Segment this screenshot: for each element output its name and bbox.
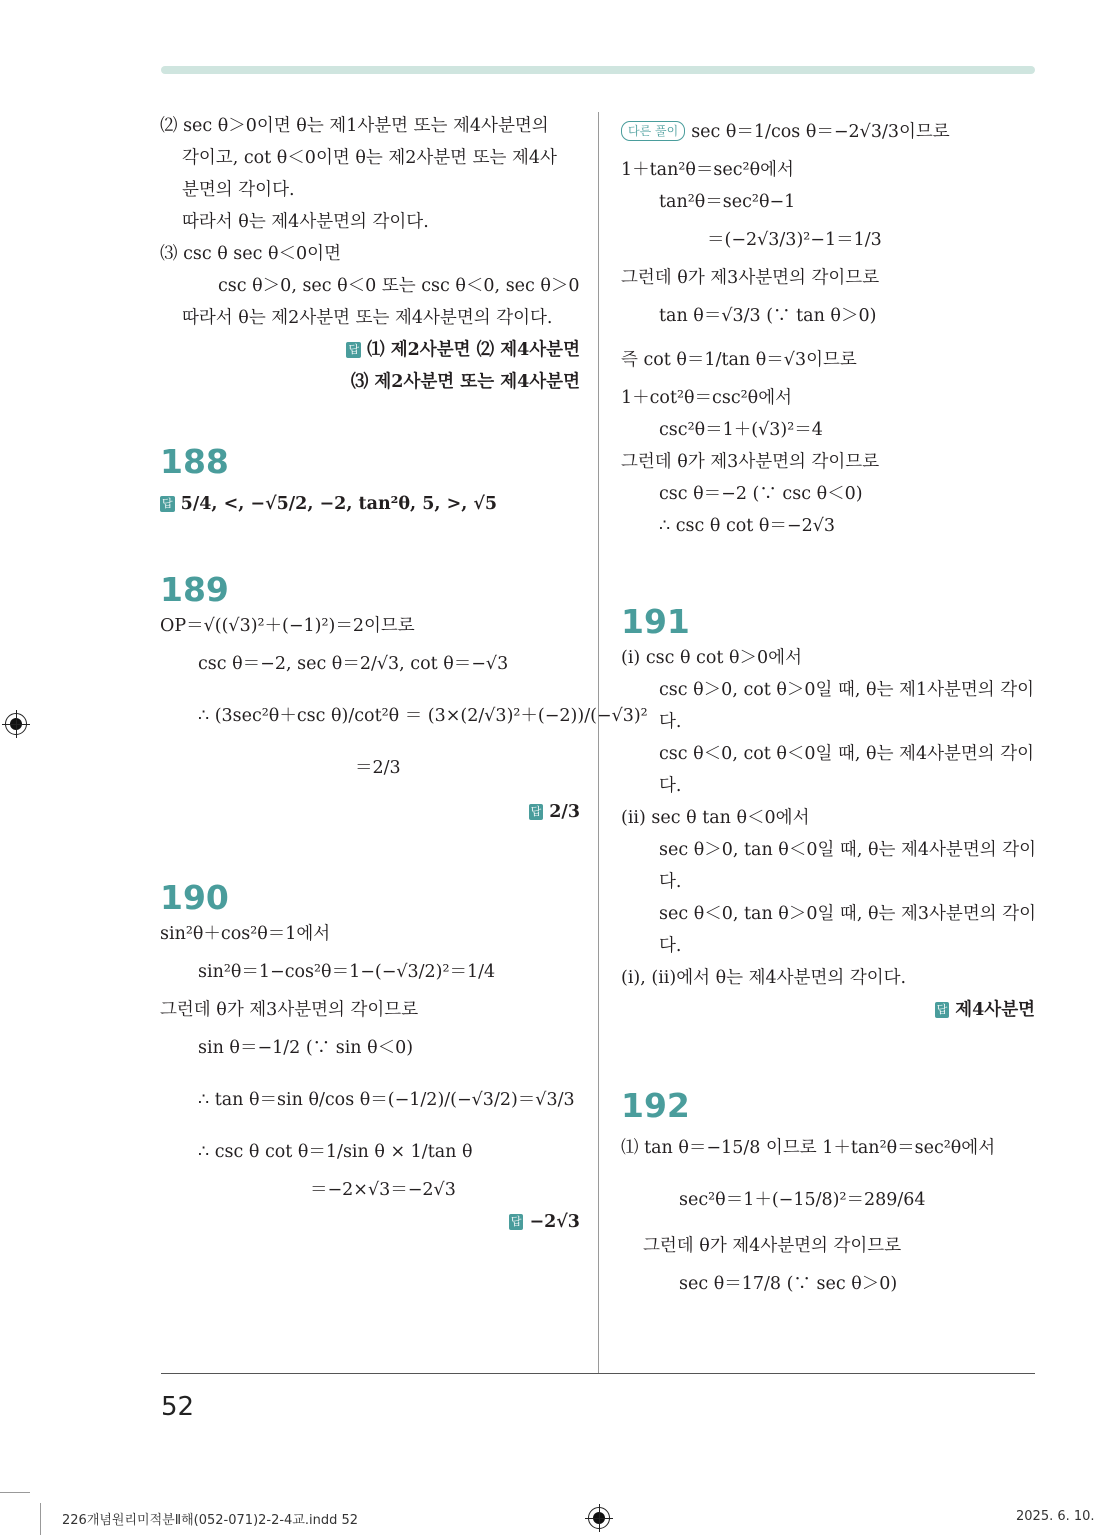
text-line: 따라서 θ는 제4사분면의 각이다. (182, 212, 429, 232)
problem-number: 191 (621, 602, 690, 641)
problem-number: 192 (621, 1086, 690, 1125)
text-line: 따라서 θ는 제2사분면 또는 제4사분면의 각이다. (182, 308, 553, 328)
text-line: ∴ csc θ cot θ＝1/sin θ × 1/tan θ (198, 1142, 473, 1162)
text-line: sec θ＞0, tan θ＜0일 때, θ는 제4사분면의 각이 (659, 840, 1036, 860)
answer-line (160, 1206, 580, 1238)
answer-badge-icon: 답 (162, 497, 173, 510)
text-line: sin²θ＋cos²θ＝1에서 (160, 924, 331, 944)
problem-number: 189 (160, 570, 229, 609)
right-column (621, 110, 1035, 1306)
text-line: ⑴ tan θ＝−15/8 이므로 1＋tan²θ＝sec²θ에서 (621, 1138, 996, 1158)
text-line: 1＋tan²θ＝sec²θ에서 (621, 160, 794, 180)
answer-badge-icon: 답 (348, 343, 360, 356)
text-line: ⑶ csc θ sec θ＜0이면 (160, 244, 341, 264)
text-line: 분면의 각이다. (182, 180, 295, 200)
text-line: 그런데 θ가 제3사분면의 각이므로 (160, 1000, 419, 1020)
text-line: OP＝√((√3)²＋(−1)²)＝2이므로 (160, 616, 415, 636)
registration-mark-icon (588, 1507, 610, 1529)
text-line: ∴ csc θ cot θ＝−2√3 (659, 516, 835, 536)
text-line: 그런데 θ가 제3사분면의 각이므로 (621, 452, 880, 472)
text-line: ∴ (3sec²θ＋csc θ)/cot²θ ＝ (3×(2/√3)²＋(−2))/(−√3)² (198, 706, 648, 726)
page-number: 52 (161, 1392, 195, 1422)
text-line: ＝−2×√3＝−2√3 (310, 1180, 456, 1200)
problem-number: 190 (160, 878, 229, 917)
text-line: (i), (ii)에서 θ는 제4사분면의 각이다. (621, 968, 907, 988)
text-line: 1＋cot²θ＝csc²θ에서 (621, 388, 792, 408)
answer-line (160, 482, 580, 526)
text-line: sec θ＜0, tan θ＞0일 때, θ는 제3사분면의 각이 (659, 904, 1036, 924)
text-line: csc θ＞0, sec θ＜0 또는 csc θ＜0, sec θ＞0 (218, 276, 580, 296)
slug-date: 2025. 6. 10. (1016, 1509, 1095, 1524)
answer-text: ⑴ 제2사분면 ⑵ 제4사분면 (367, 340, 580, 360)
text-line: sec θ＝1/cos θ＝−2√3/3이므로 (691, 122, 950, 142)
answer-text: −2√3 (529, 1212, 580, 1232)
crop-mark (0, 1492, 30, 1493)
text-line: (ii) sec θ tan θ＜0에서 (621, 808, 810, 828)
header-accent-bar (161, 66, 1035, 74)
answer-text: 5/4, <, −√5/2, −2, tan²θ, 5, >, √5 (180, 494, 498, 514)
answer-badge-icon: 답 (530, 805, 542, 818)
text-line: ＝(−2√3/3)²−1＝1/3 (707, 230, 882, 250)
footer-rule (161, 1373, 1035, 1374)
text-line: tan θ＝√3/3 (∵ tan θ＞0) (659, 306, 877, 326)
text-line: 다. (659, 776, 682, 796)
text-line: 다. (659, 872, 682, 892)
text-line: ＝2/3 (355, 758, 401, 778)
text-line: ⑵ sec θ＞0이면 θ는 제1사분면 또는 제4사분면의 (160, 116, 549, 136)
answer-line (160, 334, 580, 366)
text-line: 즉 cot θ＝1/tan θ＝√3이므로 (621, 350, 857, 370)
text-line: csc²θ＝1＋(√3)²＝4 (659, 420, 823, 440)
text-line: sin²θ＝1−cos²θ＝1−(−√3/2)²＝1/4 (198, 962, 496, 982)
answer-text: 제4사분면 (955, 1000, 1035, 1020)
answer-text: 2/3 (549, 802, 580, 822)
text-line: csc θ＞0, cot θ＞0일 때, θ는 제1사분면의 각이 (659, 680, 1035, 700)
answer-badge-icon: 답 (510, 1215, 522, 1228)
text-line: csc θ＜0, cot θ＜0일 때, θ는 제4사분면의 각이 (659, 744, 1035, 764)
text-line: csc θ＝−2, sec θ＝2/√3, cot θ＝−√3 (198, 654, 509, 674)
problem-number: 188 (160, 442, 229, 481)
text-line: sin θ＝−1/2 (∵ sin θ＜0) (198, 1038, 414, 1058)
text-line: ∴ tan θ＝sin θ/cos θ＝(−1/2)/(−√3/2)＝√3/3 (198, 1090, 575, 1110)
text-line: tan²θ＝sec²θ−1 (659, 192, 796, 212)
text-line: (i) csc θ cot θ＞0에서 (621, 648, 802, 668)
left-column (160, 110, 648, 1238)
text-line: sec θ＝17/8 (∵ sec θ＞0) (679, 1274, 898, 1294)
answer-text: ⑶ 제2사분면 또는 제4사분면 (350, 372, 580, 392)
answer-line (621, 994, 1035, 1026)
text-line: sec²θ＝1＋(−15/8)²＝289/64 (679, 1190, 926, 1210)
registration-mark-icon (5, 713, 27, 735)
text-line: 다. (659, 936, 682, 956)
text-line: 그런데 θ가 제4사분면의 각이므로 (643, 1236, 902, 1256)
text-line: 각이고, cot θ＜0이면 θ는 제2사분면 또는 제4사 (182, 148, 557, 168)
text-line: 다. (659, 712, 682, 732)
answer-badge-icon: 답 (936, 1003, 948, 1016)
crop-mark (40, 1503, 41, 1535)
answer-line (160, 790, 580, 834)
text-line: 그런데 θ가 제3사분면의 각이므로 (621, 268, 880, 288)
alt-solution-badge: 다른 풀이 (621, 121, 685, 141)
slug-filename: 226개념원리미적분Ⅱ해(052-071)2-2-4교.indd 52 (62, 1513, 359, 1528)
text-line: csc θ＝−2 (∵ csc θ＜0) (659, 484, 863, 504)
alt-solution-line (621, 110, 1035, 154)
